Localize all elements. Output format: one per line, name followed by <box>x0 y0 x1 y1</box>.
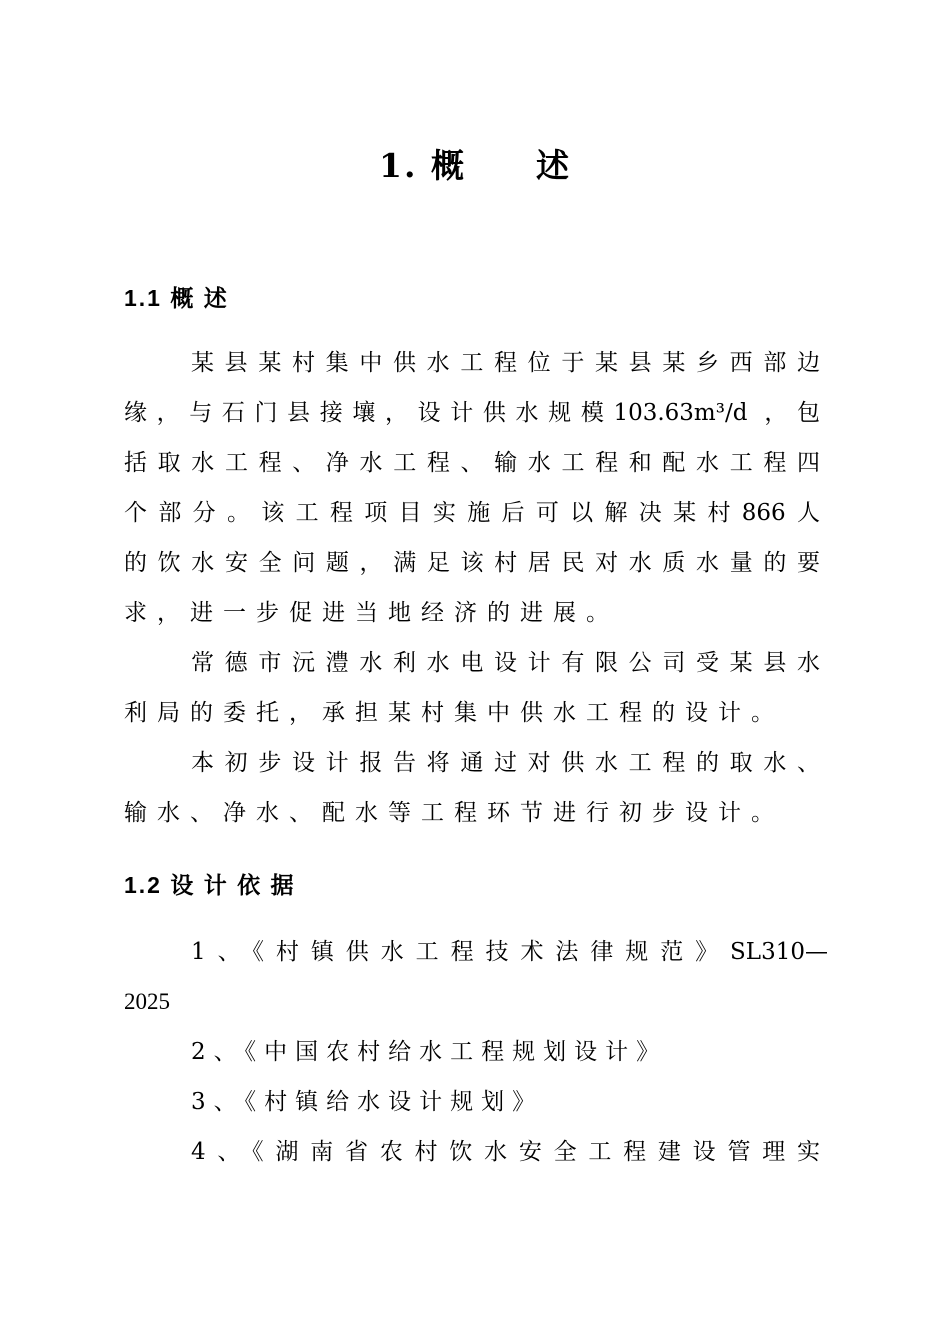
page-title: 1. 概 述 <box>379 146 571 185</box>
paragraph-line: 本初步设计报告将通过对供水工程的取水、 <box>191 750 820 776</box>
paragraph-line: 输水、净水、配水等工程环节进行初步设计。 <box>124 800 784 826</box>
list-item: 3、《村镇给水设计规划》 <box>191 1089 544 1115</box>
paragraph-line: 缘，与石门县接壤，设计供水规模103.63m³/d ，包 <box>124 400 820 426</box>
list-item: 1、《村镇供水工程技术法律规范》SL310— <box>191 939 828 965</box>
list-item: 4、《湖南省农村饮水安全工程建设管理实 <box>191 1139 820 1165</box>
paragraph-line: 某县某村集中供水工程位于某县某乡西部边 <box>191 350 820 376</box>
section-heading-design-basis: 1.2 设 计 依 据 <box>124 872 296 898</box>
paragraph-line: 求，进一步促进当地经济的进展。 <box>124 600 619 626</box>
paragraph-line: 常德市沅澧水利水电设计有限公司受某县水 <box>191 650 820 676</box>
paragraph-line: 个部分。该工程项目实施后可以解决某村866人 <box>124 500 820 526</box>
section-heading-overview: 1.1 概 述 <box>124 285 229 311</box>
paragraph-line: 的饮水安全问题，满足该村居民对水质水量的要 <box>124 550 820 576</box>
list-item: 2、《中国农村给水工程规划设计》 <box>191 1039 668 1065</box>
paragraph-line: 括取水工程、净水工程、输水工程和配水工程四 <box>124 450 820 476</box>
list-item-continuation: 2025 <box>124 989 170 1014</box>
paragraph-line: 利局的委托，承担某村集中供水工程的设计。 <box>124 700 784 726</box>
